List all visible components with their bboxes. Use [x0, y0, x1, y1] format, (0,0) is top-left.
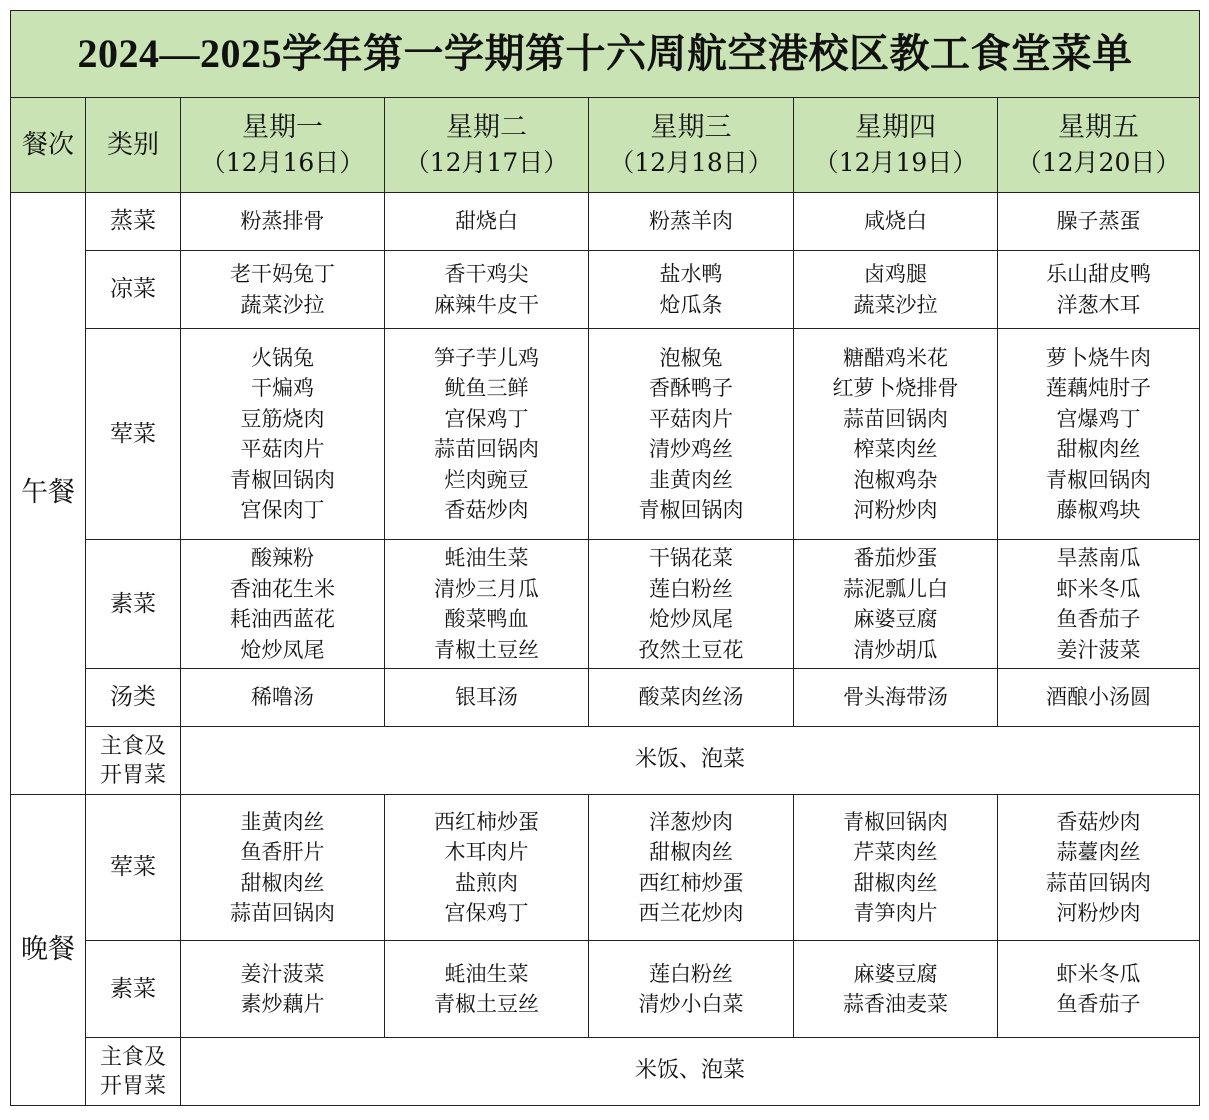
- dish-item: 酸菜肉丝汤: [638, 685, 744, 710]
- dish-item: 洋葱木耳: [1056, 292, 1141, 317]
- dish-item: 鱼香茄子: [1056, 992, 1141, 1016]
- category-label-line: 开胃菜: [99, 762, 166, 788]
- dish-item: 麻辣牛皮干: [434, 292, 539, 317]
- dish-item: 青椒回锅肉: [1046, 467, 1152, 492]
- dish-item: 莲藕炖肘子: [1046, 376, 1152, 400]
- dish-item: 泡椒鸡杂: [853, 467, 938, 492]
- dish-item: 粉蒸羊肉: [649, 209, 733, 234]
- dish-item: 酸菜鸭血: [444, 607, 529, 631]
- dish-cell: [794, 329, 998, 540]
- dish-cell: [794, 540, 998, 669]
- dish-item: 豆筋烧肉: [240, 406, 325, 431]
- dish-item: 青椒回锅肉: [230, 467, 335, 492]
- dish-item: 香油花生米: [230, 576, 335, 601]
- dish-item: 酒酿小汤圆: [1046, 685, 1152, 710]
- menu-row: [11, 329, 1200, 540]
- dish-item: 蚝油生菜: [444, 961, 529, 986]
- dish-item: 鱿鱼三鲜: [444, 376, 529, 400]
- staple-row: [11, 1038, 1200, 1106]
- category-label-line: 主食及: [99, 733, 166, 759]
- dish-item: 韭黄肉丝: [240, 809, 325, 834]
- dish-item: 宫爆鸡丁: [1056, 406, 1141, 431]
- dish-item: 蒜苗回锅肉: [1046, 870, 1152, 895]
- dish-item: 甜椒肉丝: [240, 870, 325, 895]
- dish-item: 盐煎肉: [455, 870, 518, 895]
- dish-item: 银耳汤: [455, 685, 518, 710]
- dish-item: 笋子芋儿鸡: [434, 345, 539, 370]
- dish-item: 姜汁菠菜: [1056, 637, 1141, 662]
- day-date: （12月17日）: [404, 148, 569, 177]
- dish-cell: [385, 669, 589, 727]
- day-name: 星期五: [1058, 112, 1140, 143]
- day-name: 星期三: [650, 112, 732, 143]
- category-label: 荤菜: [86, 329, 181, 540]
- dish-item: 平菇肉片: [649, 406, 733, 431]
- dish-item: 孜然土豆花: [638, 637, 744, 662]
- dish-item: 青笋肉片: [853, 901, 938, 925]
- dish-item: 鱼香肝片: [240, 840, 325, 864]
- dish-item: 素炒藕片: [240, 992, 325, 1016]
- dish-item: 红萝卜烧排骨: [832, 376, 959, 400]
- dish-item: 盐水鸭: [659, 262, 723, 286]
- dish-cell: [181, 193, 385, 251]
- dish-item: 蒜香油麦菜: [843, 992, 948, 1016]
- category-label-line: 主食及: [99, 1044, 166, 1070]
- dish-item: 卤鸡腿: [864, 262, 927, 286]
- title-row: [11, 11, 1200, 98]
- dish-item: 洋葱炒肉: [649, 809, 733, 834]
- dish-item: 香酥鸭子: [649, 376, 733, 400]
- menu-row: [11, 669, 1200, 727]
- dish-item: 河粉炒肉: [853, 498, 938, 522]
- staple-value: 米饭、泡菜: [181, 727, 1200, 795]
- day-header: [589, 98, 794, 193]
- menu-row: [11, 941, 1200, 1038]
- dish-item: 木耳肉片: [444, 840, 529, 864]
- menu-row: [11, 795, 1200, 941]
- dish-item: 蒜苗回锅肉: [843, 406, 948, 431]
- dish-cell: [998, 795, 1200, 941]
- dish-item: 炝瓜条: [659, 292, 723, 317]
- staple-value: 米饭、泡菜: [181, 1038, 1200, 1106]
- menu-row: [11, 193, 1200, 251]
- dish-cell: [794, 795, 998, 941]
- dish-cell: [589, 329, 794, 540]
- dish-item: 甜椒肉丝: [649, 840, 733, 864]
- day-header: [998, 98, 1200, 193]
- dish-item: 蚝油生菜: [444, 546, 529, 570]
- header-row: [11, 98, 1200, 193]
- dish-item: 粉蒸排骨: [240, 209, 325, 234]
- dish-item: 蔬菜沙拉: [240, 292, 325, 317]
- dish-cell: [794, 941, 998, 1038]
- dish-item: 甜椒肉丝: [853, 870, 938, 895]
- day-date: （12月16日）: [200, 148, 365, 177]
- dish-item: 虾米冬瓜: [1056, 576, 1141, 601]
- dish-item: 西红柿炒蛋: [638, 870, 744, 895]
- dish-item: 莲白粉丝: [649, 961, 733, 986]
- dish-item: 韭黄肉丝: [649, 467, 733, 492]
- day-date: （12月20日）: [1016, 148, 1181, 177]
- day-name: 星期二: [446, 112, 527, 143]
- dish-item: 旱蒸南瓜: [1056, 546, 1141, 570]
- dish-item: 鱼香茄子: [1056, 607, 1141, 631]
- dish-item: 香菇炒肉: [444, 498, 529, 522]
- dish-cell: [181, 251, 385, 329]
- dish-cell: [385, 941, 589, 1038]
- dish-item: 莲白粉丝: [649, 576, 733, 601]
- dish-item: 泡椒兔: [659, 345, 723, 370]
- dish-cell: [998, 329, 1200, 540]
- dish-item: 姜汁菠菜: [240, 961, 325, 986]
- dish-item: 乐山甜皮鸭: [1046, 262, 1152, 286]
- dish-cell: [181, 795, 385, 941]
- dish-cell: [181, 941, 385, 1038]
- meal-label: 晚餐: [11, 795, 86, 1106]
- dish-item: 藤椒鸡块: [1056, 498, 1141, 522]
- dish-item: 臊子蒸蛋: [1056, 209, 1141, 234]
- dish-item: 榨菜肉丝: [853, 437, 938, 461]
- dish-item: 麻婆豆腐: [853, 961, 938, 986]
- meal-label: 午餐: [11, 193, 86, 795]
- dish-item: 萝卜烧牛肉: [1046, 345, 1152, 370]
- dish-cell: [998, 540, 1200, 669]
- category-label: 素菜: [86, 941, 181, 1038]
- dish-cell: [385, 193, 589, 251]
- day-header: [181, 98, 385, 193]
- dish-item: 火锅兔: [251, 345, 314, 370]
- dish-cell: [589, 941, 794, 1038]
- menu-row: [11, 540, 1200, 669]
- dish-item: 青椒回锅肉: [843, 809, 948, 834]
- dish-cell: [589, 669, 794, 727]
- dish-item: 平菇肉片: [240, 437, 325, 461]
- dish-item: 甜椒肉丝: [1056, 437, 1141, 461]
- day-name: 星期四: [855, 112, 936, 143]
- dish-cell: [385, 540, 589, 669]
- dish-cell: [794, 251, 998, 329]
- dish-item: 骨头海带汤: [843, 685, 948, 710]
- dish-item: 烂肉豌豆: [444, 467, 529, 492]
- dish-item: 蒜薹肉丝: [1056, 840, 1141, 864]
- dish-cell: [794, 669, 998, 727]
- dish-cell: [998, 941, 1200, 1038]
- dish-item: 宫保鸡丁: [444, 901, 529, 925]
- staple-row: [11, 727, 1200, 795]
- category-label: [86, 727, 181, 795]
- dish-item: 糖醋鸡米花: [843, 345, 948, 370]
- dish-item: 青椒回锅肉: [638, 498, 744, 522]
- category-label-line: 开胃菜: [99, 1073, 166, 1099]
- dish-item: 番茄炒蛋: [853, 546, 938, 570]
- menu-sheet: [10, 10, 1199, 1109]
- dish-item: 蔬菜沙拉: [853, 292, 938, 317]
- day-header: [794, 98, 998, 193]
- dish-item: 清炒胡瓜: [853, 637, 938, 662]
- category-label: [86, 1038, 181, 1106]
- dish-item: 青椒土豆丝: [434, 637, 539, 662]
- dish-item: 宫保肉丁: [240, 498, 325, 522]
- dish-item: 酸辣粉: [251, 546, 314, 570]
- category-label: 汤类: [86, 669, 181, 727]
- dish-item: 西红柿炒蛋: [434, 809, 539, 834]
- menu-table: [10, 10, 1200, 1106]
- dish-cell: [998, 193, 1200, 251]
- dish-item: 宫保鸡丁: [444, 406, 529, 431]
- dish-cell: [385, 795, 589, 941]
- dish-cell: [181, 329, 385, 540]
- dish-cell: [998, 669, 1200, 727]
- dish-item: 清炒小白菜: [638, 992, 744, 1016]
- category-label: 荤菜: [86, 795, 181, 941]
- dish-cell: [998, 251, 1200, 329]
- dish-item: 蒜苗回锅肉: [230, 901, 335, 925]
- dish-item: 清炒鸡丝: [649, 437, 733, 461]
- dish-cell: [181, 540, 385, 669]
- dish-cell: [589, 795, 794, 941]
- dish-item: 干锅花菜: [649, 546, 733, 570]
- dish-item: 香干鸡尖: [444, 262, 529, 286]
- dish-item: 蒜苗回锅肉: [434, 437, 539, 461]
- page-title: 2024—2025学年第一学期第十六周航空港校区教工食堂菜单: [11, 11, 1200, 98]
- dish-cell: [794, 193, 998, 251]
- dish-item: 虾米冬瓜: [1056, 961, 1141, 986]
- dish-item: 清炒三月瓜: [434, 576, 539, 601]
- dish-item: 稀噜汤: [251, 685, 314, 710]
- day-name: 星期一: [242, 112, 323, 143]
- category-label: 素菜: [86, 540, 181, 669]
- meal-column-header: 餐次: [11, 98, 86, 193]
- dish-item: 炝炒凤尾: [649, 607, 733, 631]
- dish-item: 青椒土豆丝: [434, 992, 539, 1016]
- day-date: （12月19日）: [813, 148, 978, 177]
- dish-item: 甜烧白: [455, 209, 518, 234]
- dish-item: 咸烧白: [864, 209, 927, 234]
- menu-row: [11, 251, 1200, 329]
- dish-cell: [589, 193, 794, 251]
- dish-item: 西兰花炒肉: [638, 901, 744, 925]
- dish-item: 蒜泥瓢儿白: [843, 576, 948, 601]
- dish-cell: [589, 540, 794, 669]
- dish-item: 耗油西蓝花: [230, 607, 335, 631]
- dish-item: 老干妈兔丁: [230, 262, 335, 286]
- dish-item: 河粉炒肉: [1056, 901, 1141, 925]
- dish-item: 炝炒凤尾: [240, 637, 325, 662]
- category-column-header: 类别: [86, 98, 181, 193]
- category-label: 蒸菜: [86, 193, 181, 251]
- dish-item: 芹菜肉丝: [853, 840, 938, 864]
- dish-cell: [589, 251, 794, 329]
- dish-cell: [181, 669, 385, 727]
- dish-cell: [385, 251, 589, 329]
- dish-item: 干煸鸡: [251, 376, 314, 400]
- day-date: （12月18日）: [609, 148, 773, 177]
- category-label: 凉菜: [86, 251, 181, 329]
- dish-cell: [385, 329, 589, 540]
- day-header: [385, 98, 589, 193]
- dish-item: 香菇炒肉: [1056, 809, 1141, 834]
- dish-item: 麻婆豆腐: [853, 607, 938, 631]
